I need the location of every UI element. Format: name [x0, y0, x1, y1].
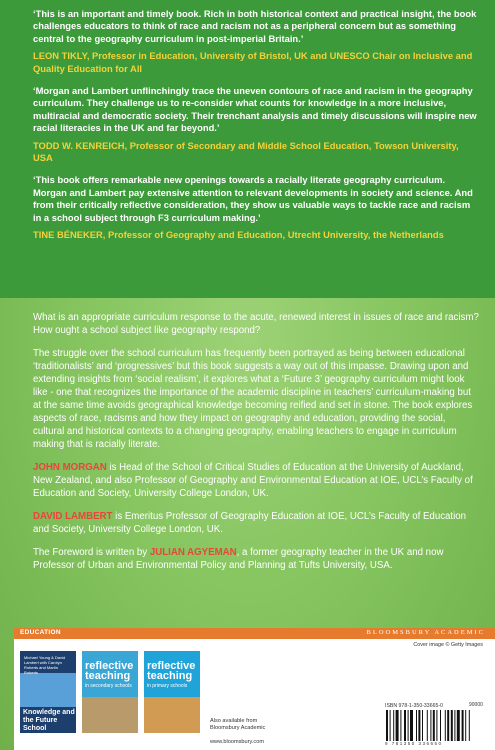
also-line [210, 732, 265, 739]
book-subtitle: in secondary schools [85, 683, 132, 689]
author-bio [33, 510, 479, 536]
also-line: www.bloomsbury.com [210, 739, 264, 745]
book-subtitle: in primary schools [147, 683, 188, 689]
author-bio-text: is Emeritus Professor of Geography Education at IOE, UCL’s Faculty of Education and Society, University College London, UK. [33, 511, 467, 535]
barcode-bar [433, 710, 435, 741]
barcode [385, 710, 489, 741]
barcode-bar [436, 710, 437, 741]
endorsement-text: ‘This is an important and timely book. Rich in both historical context and practical insight, the book challenges educators to think of race and racism not as a peripheral concern but as something central to the geography curriculum in post-imperial Britain.’ [33, 8, 477, 44]
cover-credit: Cover image © Getty Images [413, 642, 483, 648]
barcode-bar [457, 710, 460, 741]
barcode-bar [393, 710, 394, 741]
barcode-bar [451, 710, 453, 741]
endorsement-attribution: TINE BÉNEKER, Professor of Geography and Education, Utrecht University, the Netherlands [33, 229, 444, 241]
endorsement [33, 8, 477, 75]
barcode-bar [454, 710, 455, 741]
book-authors: Michael Young & David Lambert with Carolyn Roberts and Martin Roberts [24, 655, 66, 675]
barcode-bar [400, 710, 401, 741]
bottom-panel [14, 639, 495, 750]
endorsement [33, 85, 477, 164]
author-bio [33, 461, 479, 500]
barcode-bar [445, 710, 446, 741]
barcode-bar [447, 710, 449, 741]
book-title: reflective teaching [147, 660, 196, 682]
related-book-cover [144, 651, 200, 733]
barcode-bar [427, 710, 428, 741]
category-band [14, 628, 495, 639]
author-name: JOHN MORGAN [33, 462, 107, 473]
barcode-bar [390, 710, 391, 741]
barcode-bar [408, 710, 409, 741]
barcode-bar [386, 710, 388, 741]
also-line: Bloomsbury Academic [210, 725, 266, 731]
foreword-author-name: JULIAN AGYEMAN [149, 547, 237, 558]
barcode-bar [396, 710, 399, 741]
barcode-bar [410, 710, 413, 741]
barcode-bar [462, 710, 464, 741]
publisher-logo: BLOOMSBURY ACADEMIC [366, 629, 485, 636]
foreword-pre: The Foreword is written by [33, 547, 150, 558]
barcode-bar [430, 710, 431, 741]
book-cover-photo [82, 697, 138, 733]
barcode-bar [422, 710, 423, 741]
endorsement-attribution: LEON TIKLY, Professor in Education, University of Bristol, UK and UNESCO Chair on Inclusive and Quality Education for All [33, 50, 473, 74]
blurb-paragraph: The struggle over the school curriculum has frequently been portrayed as being between educational ‘traditionalists’ and ‘progressives’ but this book suggests a way out of this impasse. Drawing upon and extending insights from ‘social realism’, it explores what a ‘Future 3’ geography curriculum might look like - one that recognizes the importance of the academic discipline in teachers’ curriculum-making but at the same time avoids geographical knowledge becoming reified and set in stone. The book explores aspects of race, racisms and how they impact on geography and education, providing the social, cultural and historical contexts to a changing geography, enabling teachers to engage in curriculum making that is racially literate. [33, 348, 473, 450]
endorsement-text: ‘This book offers remarkable new openings towards a racially literate geography curriculum. Morgan and Lambert pay extensive attention to relevant developments in society and science. And from their critically reflective consideration, they show us valuable ways to tackle race and racism in a school subject through F3 curriculum making.’ [33, 174, 473, 223]
book-cover-photo [144, 697, 200, 733]
related-book-cover [82, 651, 138, 733]
author-bio-text: is Head of the School of Critical Studies of Education at the University of Auckland, New Zealand, and also Professor of Geography and Environmental Education at IOE, UCL’s Faculty of Education and Society, University College London, UK. [33, 462, 473, 499]
barcode-bar [416, 710, 417, 741]
author-name: DAVID LAMBERT [33, 511, 113, 522]
barcode-number: 9 781350 336650 [385, 741, 443, 746]
book-title: reflective teaching [85, 660, 134, 682]
barcode-bar [440, 710, 441, 741]
blurb-paragraph: What is an appropriate curriculum response to the acute, renewed interest in issues of race and racism? How ought a school subject like geography respond? [33, 312, 479, 336]
barcode-bar [469, 710, 470, 741]
category-label: EDUCATION [20, 629, 61, 636]
endorsement-attribution: TODD W. KENREICH, Professor of Secondary and Middle School Education, Towson University, USA [33, 139, 459, 164]
endorsement [33, 174, 477, 241]
barcode-bar [418, 710, 420, 741]
endorsements-panel [0, 0, 495, 298]
also-available-note [210, 718, 265, 746]
book-cover-art [20, 673, 76, 707]
foreword-post: , a former geography teacher in the UK and now Professor of Urban and Environmental Policy and Planning at Tufts University, USA. [33, 547, 444, 571]
price-code: 90000 [469, 702, 483, 708]
book-title: Knowledge and the Future School [23, 709, 75, 732]
blurb [33, 311, 479, 582]
barcode-bar [404, 710, 406, 741]
related-book-cover [20, 651, 76, 733]
also-line: Also available from [210, 718, 258, 724]
barcode-bar [465, 710, 466, 741]
isbn-label: ISBN 978-1-350-33665-0 [385, 703, 443, 709]
endorsement-text: ‘Morgan and Lambert unflinchingly trace the uneven contours of race and racism in the geography curriculum. They challenge us to re-consider what counts for knowledge in a more inclusive, multiracial and democratic society. Their trenchant analysis and timely discussions will inspire new racial literacies in the UK and far beyond.’ [33, 85, 477, 134]
foreword-note [33, 546, 479, 572]
